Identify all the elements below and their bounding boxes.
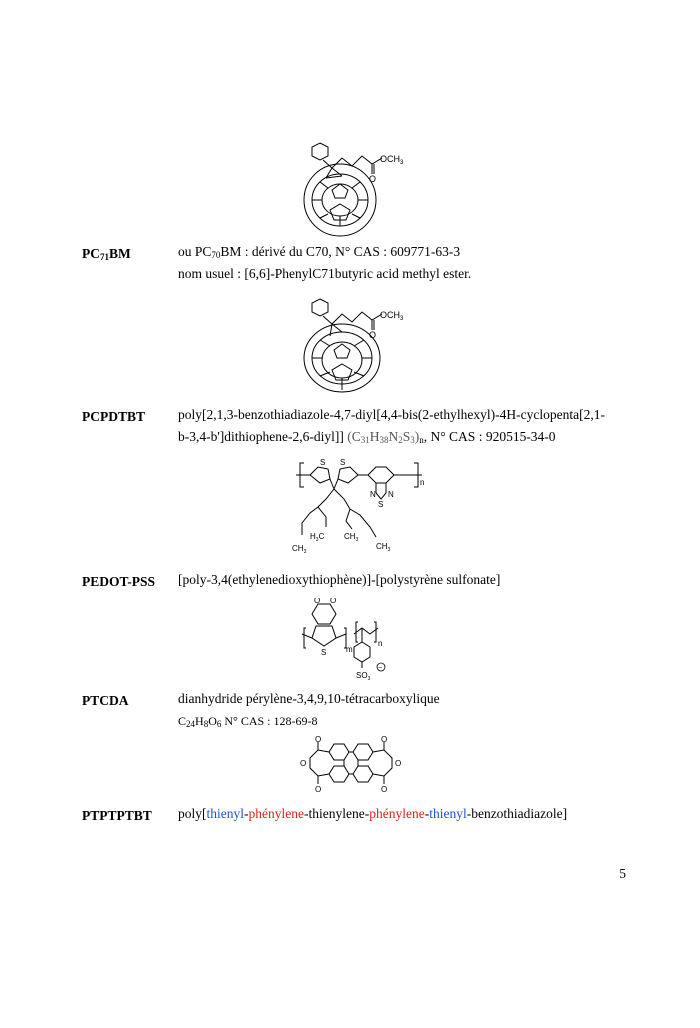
ch3-label-a: $CH_3$ [344, 532, 359, 543]
term-pcpdtbt: PCPDTBT [82, 409, 146, 424]
pc71bm-structure-1 [290, 138, 420, 240]
n-index-label-2: n [378, 639, 383, 648]
pedot-pss-structure [296, 598, 416, 684]
desc-pc71bm-line2: nom usuel : [6,6]-PhenylC71butyric acid methyl ester. [178, 266, 472, 281]
so3-label: $SO_3$ [356, 671, 371, 682]
o-label-bottom-left: O [315, 785, 322, 794]
desc-pcpdtbt-line1: poly[2,1,3-benzothiadiazole-4,7-diyl[4,4-bis(2-ethylhexyl)-4H-cyclopenta[2,1- [178, 407, 605, 422]
pc71bm-structure-2 [290, 296, 420, 396]
desc-pedot-pss [178, 569, 500, 591]
n-label-2: N [388, 490, 394, 499]
thienylene: -thienylene- [303, 806, 370, 821]
h3c-label: $H_3C$ [310, 532, 325, 543]
s-label-2: S [340, 458, 346, 467]
desc-ptcda [178, 688, 440, 732]
desc-pedot-line1: [poly-3,4(ethylenedioxythiophène)]-[polystyrène sulfonate] [178, 572, 501, 587]
thienyl-2: thienyl [429, 806, 467, 821]
carbonyl-o-label-2: O [369, 330, 377, 340]
term-pc71bm: $PC_{71}BM$ [82, 246, 131, 262]
ch3-label-c: $CH_3$ [376, 542, 391, 553]
ptcda-structure [296, 736, 416, 796]
pcpdtbt-formula: $(C_{31}H_{38}N_2S_3)$ [347, 429, 420, 445]
pcpdtbt-structure [290, 455, 440, 555]
o-label-top-right: O [381, 736, 388, 744]
o-label-top-left: O [315, 736, 322, 744]
term-pedot-pss: PEDOT-PSS [82, 574, 156, 589]
o-label-right: O [395, 759, 402, 768]
poly-prefix: poly[ [178, 806, 207, 821]
s-label: S [321, 648, 327, 657]
ch3-label-b: $CH_3$ [292, 544, 307, 555]
n-label-1: N [370, 490, 376, 499]
o-label-left: O [300, 759, 307, 768]
term-ptptptbt: PTPTPTBT [82, 808, 152, 823]
carbonyl-o-label: O [369, 174, 377, 184]
och3-label-2: $OCH_3$ [380, 310, 404, 322]
page-number: 5 [619, 866, 626, 881]
m-index-label: m [346, 645, 353, 654]
desc-pc71bm [178, 241, 471, 285]
benzothiadiazole-suffix: -benzothiadiazole] [466, 806, 568, 821]
o-label-2: O [330, 598, 337, 605]
thienyl-1: thienyl [206, 806, 244, 821]
n-index-label: n [420, 478, 425, 487]
phenylene-1: phénylene [248, 806, 304, 821]
term-ptcda: PTCDA [82, 693, 129, 708]
dash-1: - [244, 806, 249, 821]
desc-ptcda-line2: $C_{24}H_8O_6$ N° CAS : 128-69-8 [178, 714, 318, 729]
o-label-bottom-right: O [381, 785, 388, 794]
desc-pcpdtbt-line2: b-3,4-b']dithiophene-2,6-diyl]] $(C_{31}H_{38}N_2S_3)_n$, N° CAS : 920515-34-0 [178, 429, 556, 445]
o-label-1: O [314, 598, 321, 605]
s-label-3: S [378, 500, 384, 509]
s-label-1: S [320, 458, 326, 467]
och3-label: $OCH_3$ [380, 154, 404, 166]
desc-pcpdtbt [178, 404, 605, 448]
desc-pc71bm-line1: ou $PC_{70}BM$ : dérivé du C70, N° CAS : 609771-63-3 [178, 244, 461, 260]
desc-ptptptbt [178, 803, 567, 825]
desc-ptcda-line1: dianhydride pérylène-3,4,9,10-tétracarboxylique [178, 691, 440, 706]
dash-2: - [424, 806, 430, 821]
phenylene-2: phénylene [369, 806, 425, 821]
minus-charge-label: − [378, 664, 383, 672]
